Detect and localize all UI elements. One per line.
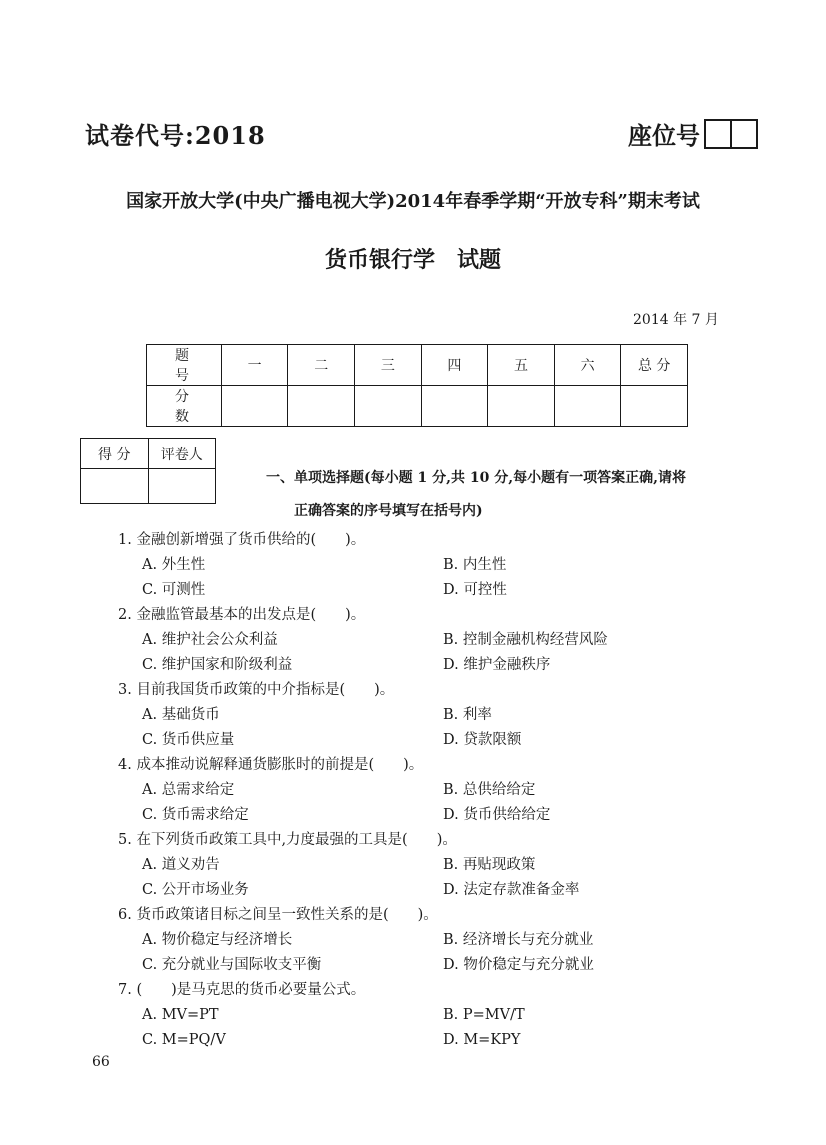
subject-title: 货币银行学 试题 [324, 247, 501, 273]
question-option: C. 货币需求给定 [142, 807, 249, 823]
section-heading [266, 462, 686, 528]
grader-score-cell[interactable] [81, 469, 149, 504]
question-stem: 7. ( )是马克思的货币必要量公式。 [118, 982, 366, 998]
question-option: D. 法定存款准备金率 [443, 882, 580, 898]
seat-number [628, 116, 758, 151]
question-option: C. 可测性 [142, 582, 206, 598]
score-header-cell: 题 号 [147, 345, 222, 386]
grader-blank-row [81, 469, 216, 504]
exam-date: 2014 年 7 月 [633, 312, 719, 328]
question-option: D. 可控性 [443, 582, 507, 598]
question-stem: 1. 金融创新增强了货币供给的( )。 [118, 532, 366, 548]
question-option: A. 外生性 [142, 557, 206, 573]
question-stem: 2. 金融监管最基本的出发点是( )。 [118, 607, 366, 623]
score-cell[interactable] [421, 386, 488, 427]
question-option: B. 经济增长与充分就业 [443, 932, 594, 948]
question-option: C. 维护国家和阶级利益 [142, 657, 293, 673]
score-cell[interactable] [288, 386, 355, 427]
question-stem: 3. 目前我国货币政策的中介指标是( )。 [118, 682, 395, 698]
grader-name-cell[interactable] [148, 469, 216, 504]
question-option: C. 货币供应量 [142, 732, 235, 748]
seat-box[interactable] [732, 119, 758, 149]
score-header-cell: 三 [355, 345, 422, 386]
score-header-cell: 五 [488, 345, 555, 386]
grader-table [80, 438, 216, 504]
question-option: D. 维护金融秩序 [443, 657, 551, 673]
question-option: C. 充分就业与国际收支平衡 [142, 957, 322, 973]
seat-box[interactable] [704, 119, 732, 149]
question-stem: 5. 在下列货币政策工具中,力度最强的工具是( )。 [118, 832, 457, 848]
score-cell[interactable] [488, 386, 555, 427]
grader-name-label: 评卷人 [148, 439, 216, 469]
question-option: A. 维护社会公众利益 [142, 632, 278, 648]
question-option: B. 控制金融机构经营风险 [443, 632, 608, 648]
score-header-cell: 总 分 [621, 345, 688, 386]
question-option: A. MV=PT [142, 1007, 219, 1023]
score-header-cell: 六 [554, 345, 621, 386]
question-option: D. 贷款限额 [443, 732, 522, 748]
score-header-cell: 四 [421, 345, 488, 386]
score-cell[interactable] [355, 386, 422, 427]
exam-title: 国家开放大学(中央广播电视大学)2014年春季学期“开放专科”期末考试 [126, 191, 700, 212]
paper-code: 试卷代号:2018 [85, 121, 266, 150]
score-header-row [147, 345, 688, 386]
grader-header-row [81, 439, 216, 469]
seat-label: 座位号 [628, 121, 700, 150]
score-value-row [147, 386, 688, 427]
question-option: C. M=PQ/V [142, 1032, 226, 1048]
page-number: 66 [92, 1054, 110, 1070]
section-heading-line2: 正确答案的序号填写在括号内) [294, 503, 483, 519]
question-stem: 4. 成本推动说解释通货膨胀时的前提是( )。 [118, 757, 424, 773]
section-heading-line1: 一、单项选择题(每小题 1 分,共 10 分,每小题有一项答案正确,请将 [266, 470, 686, 486]
question-option: A. 总需求给定 [142, 782, 235, 798]
question-option: B. 利率 [443, 707, 492, 723]
question-option: D. 物价稳定与充分就业 [443, 957, 594, 973]
seat-number-boxes[interactable] [704, 119, 758, 149]
question-option: B. 总供给给定 [443, 782, 536, 798]
question-option: C. 公开市场业务 [142, 882, 249, 898]
score-cell[interactable] [221, 386, 288, 427]
grader-score-label: 得 分 [81, 439, 149, 469]
question-option: A. 基础货币 [142, 707, 220, 723]
score-header-cell: 一 [221, 345, 288, 386]
score-header-cell: 二 [288, 345, 355, 386]
score-cell[interactable] [621, 386, 688, 427]
score-table [146, 344, 688, 427]
question-option: B. 内生性 [443, 557, 507, 573]
question-option: B. 再贴现政策 [443, 857, 536, 873]
question-option: A. 道义劝告 [142, 857, 220, 873]
score-cell[interactable] [554, 386, 621, 427]
question-option: D. 货币供给给定 [443, 807, 551, 823]
score-row-label: 分 数 [147, 386, 222, 427]
question-option: D. M=KPY [443, 1032, 521, 1048]
question-stem: 6. 货币政策诸目标之间呈一致性关系的是( )。 [118, 907, 438, 923]
question-option: A. 物价稳定与经济增长 [142, 932, 293, 948]
question-option: B. P=MV/T [443, 1007, 525, 1023]
